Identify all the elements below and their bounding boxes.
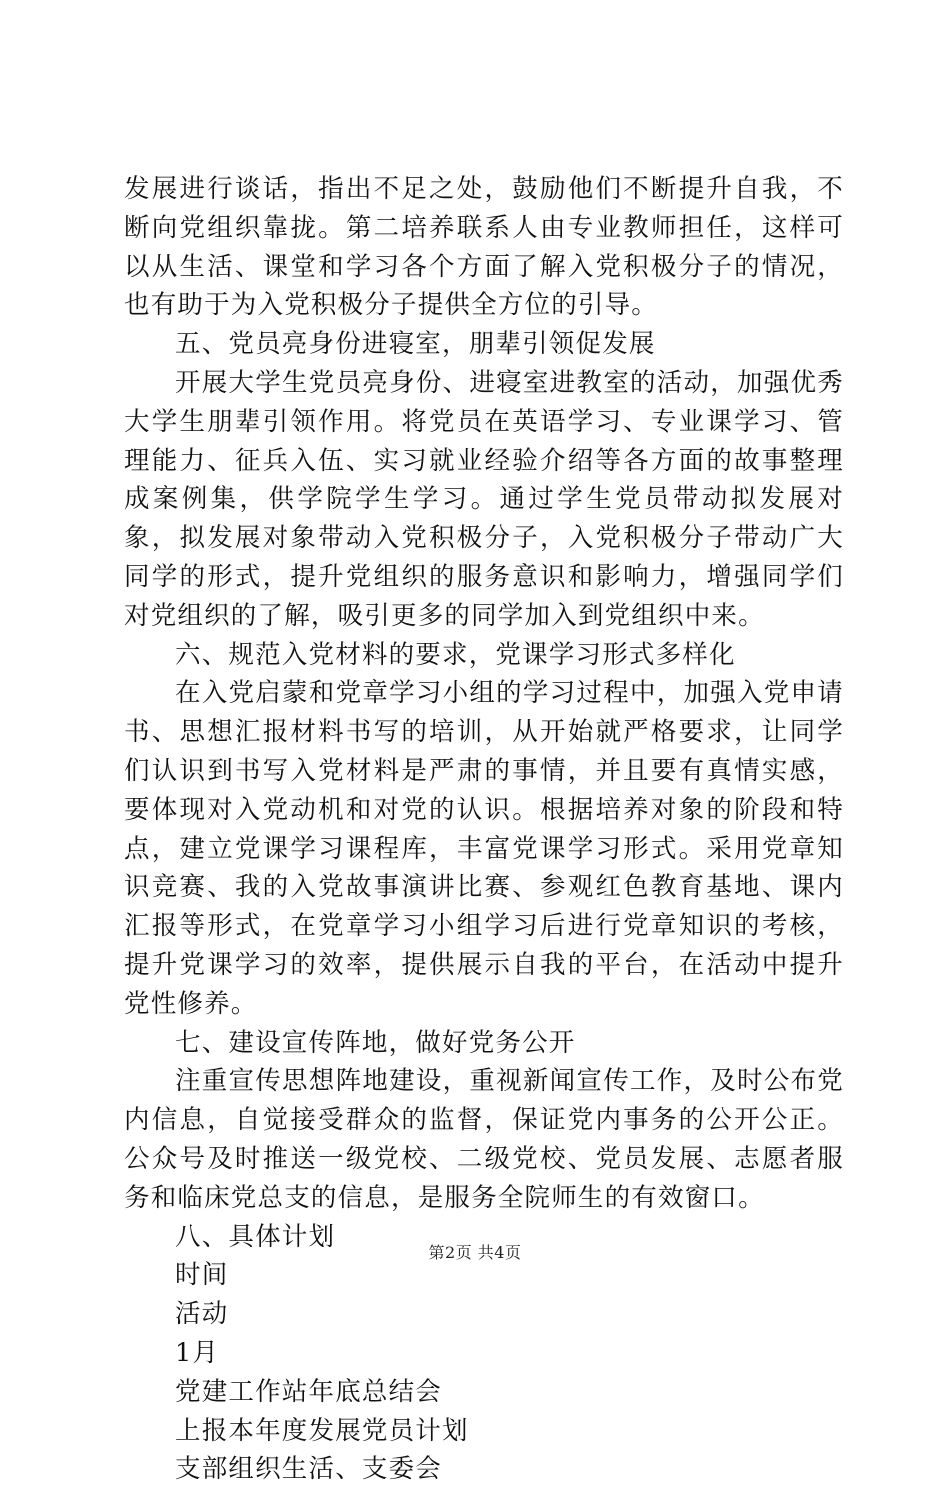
plan-line-time-header: 时间 bbox=[175, 1260, 229, 1291]
section-heading-7: 七、建设宣传阵地，做好党务公开 bbox=[175, 1027, 576, 1058]
plan-line-activity: 上报本年度发展党员计划 bbox=[175, 1415, 469, 1446]
plan-line-activity: 党建工作站年底总结会 bbox=[175, 1376, 443, 1407]
page-footer: 第2页 共4页 bbox=[428, 1243, 522, 1262]
plan-line-month: 1月 bbox=[175, 1337, 220, 1368]
document-body bbox=[124, 170, 844, 1489]
plan-line-activity-header: 活动 bbox=[175, 1299, 229, 1330]
plan-line-activity: 支部组织生活、支委会 bbox=[175, 1454, 443, 1485]
paragraph-section-6: 在入党启蒙和党章学习小组的学习过程中，加强入党申请书、思想汇报材料书写的培训，从开始就严格要求，让同学们认识到书写入党材料是严肃的事情，并且要有真情实感，要体现对入党动机和对党的认识。根据培养对象的阶段和特点，建立党课学习课程库，丰富党课学习形式。采用党章知识竞赛、我的入党故事演讲比赛、参观红色教育基地、课内汇报等形式，在党章学习小组学习后进行党章知识的考核，提升党课学习的效率，提供展示自我的平台，在活动中提升党性修养。 bbox=[124, 678, 844, 1019]
section-heading-8: 八、具体计划 bbox=[175, 1221, 336, 1252]
paragraph-section-5: 开展大学生党员亮身份、进寝室进教室的活动，加强优秀大学生朋辈引领作用。将党员在英语学习、专业课学习、管理能力、征兵入伍、实习就业经验介绍等各方面的故事整理成案例集，供学院学生学习。通过学生党员带动拟发展对象，拟发展对象带动入党积极分子，入党积极分子带动广大同学的形式，提升党组织的服务意识和影响力，增强同学们对党组织的了解，吸引更多的同学加入到党组织中来。 bbox=[124, 367, 844, 631]
paragraph-continued: 发展进行谈话，指出不足之处，鼓励他们不断提升自我，不断向党组织靠拢。第二培养联系人由专业教师担任，这样可以从生活、课堂和学习各个方面了解入党积极分子的情况，也有助于为入党积极分子提供全方位的引导。 bbox=[124, 174, 844, 321]
section-heading-5: 五、党员亮身份进寝室，朋辈引领促发展 bbox=[175, 329, 656, 360]
paragraph-section-7: 注重宣传思想阵地建设，重视新闻宣传工作，及时公布党内信息，自觉接受群众的监督，保证党内事务的公开公正。公众号及时推送一级党校、二级党校、党员发展、志愿者服务和临床党总支的信息，是服务全院师生的有效窗口。 bbox=[124, 1066, 844, 1213]
section-heading-6: 六、规范入党材料的要求，党课学习形式多样化 bbox=[175, 639, 736, 670]
